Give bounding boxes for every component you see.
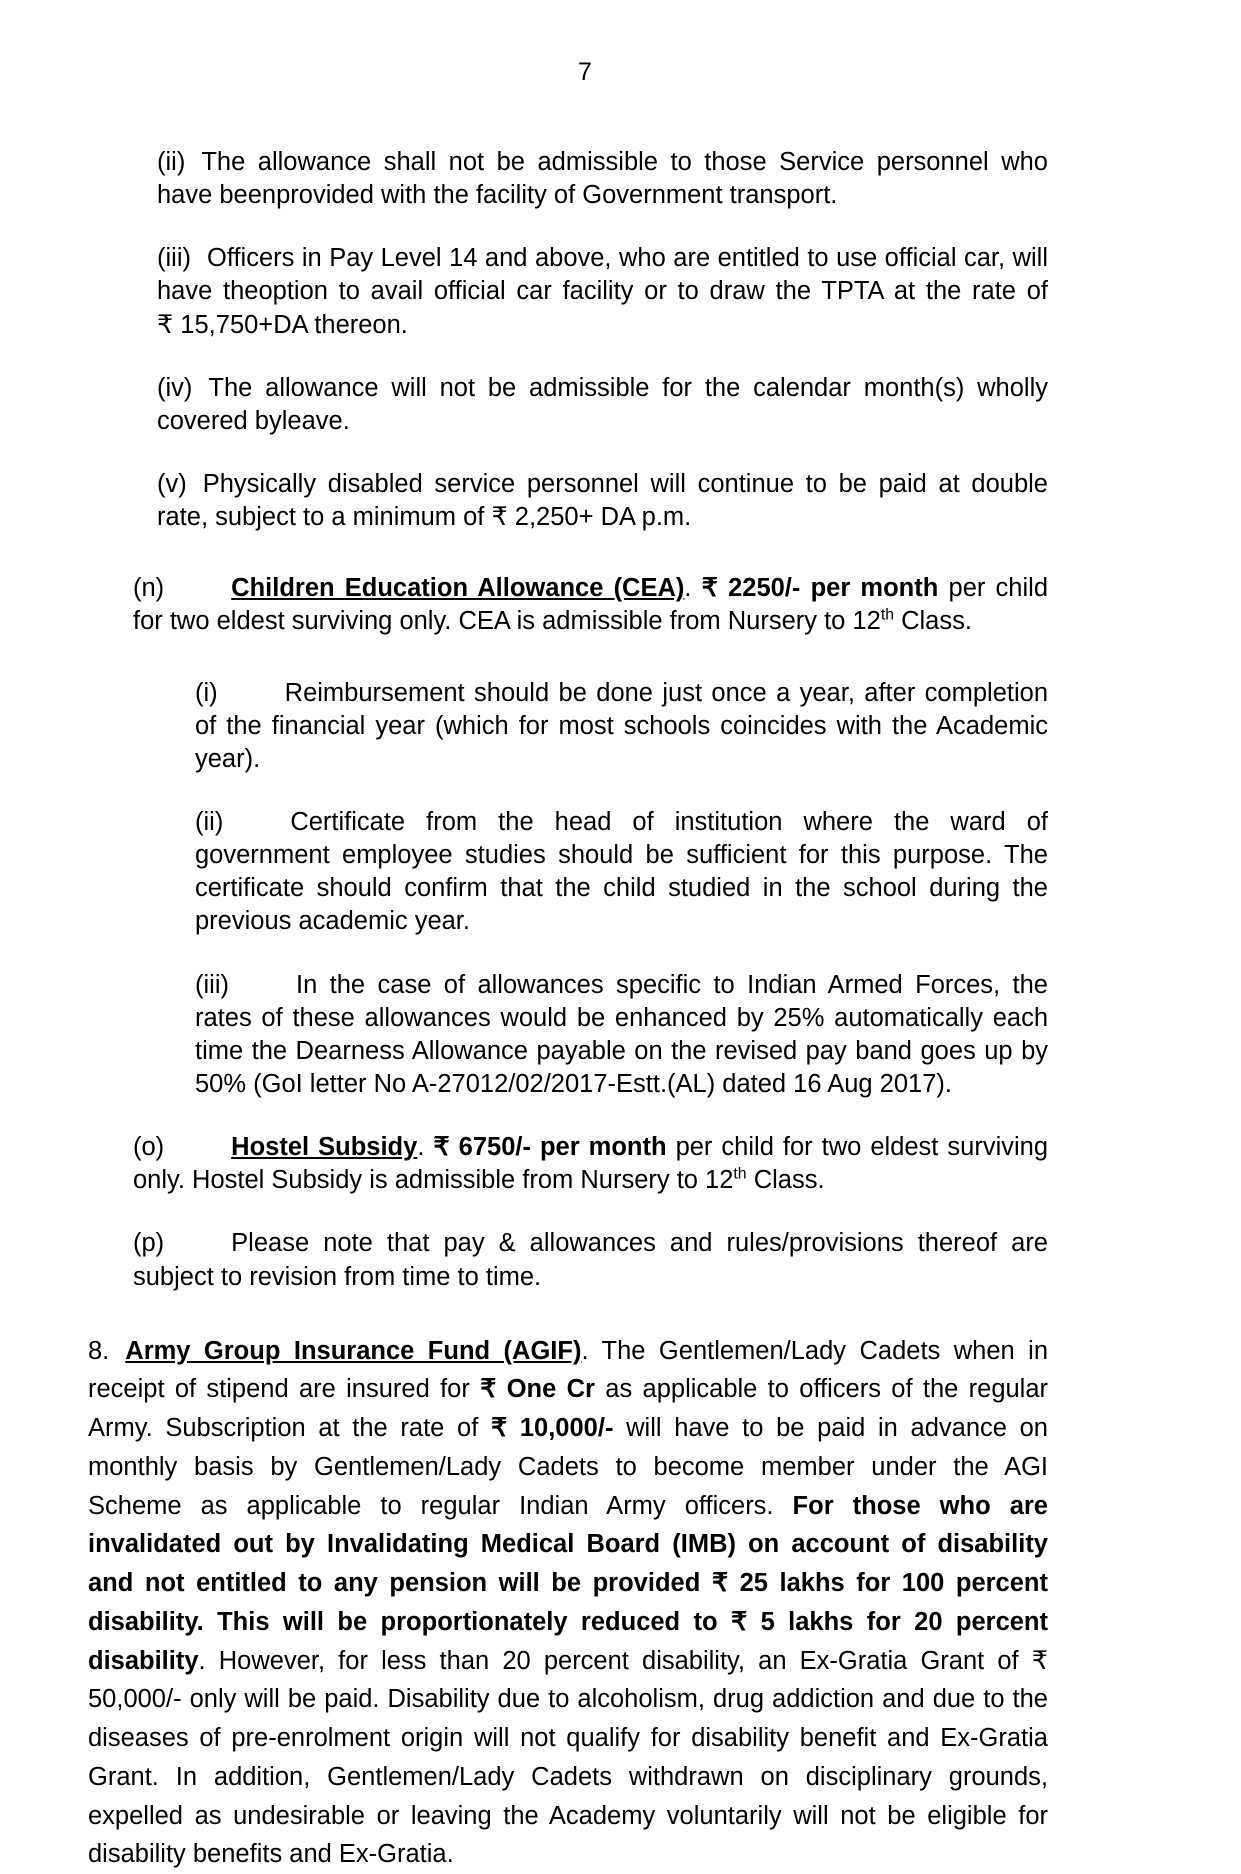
paragraph-n-iii [195,969,1048,1102]
spacer [88,438,1048,468]
spacer [88,342,1048,372]
paragraph-m-iv-marker: (iv) [157,373,193,402]
spacer [88,639,1048,677]
agif-subscription-amount: ₹ 10,000/- [490,1414,614,1443]
spacer [88,1101,1048,1131]
section-8-text-2: as applicable to officers of the regular Army. Subscription at the rate of [88,1375,1049,1443]
spacer [88,1197,1048,1227]
paragraph-n-ii-text: Certificate from the head of institution where the ward of government employee studies should be sufficient for this purpose. The certificate should confirm that the child studied in the school during the previous academic year. [195,807,1048,936]
paragraph-p-marker: (p) [133,1229,165,1258]
paragraph-m-v-text-a: Physically disabled service personnel will continue to be paid at double rate, subject to a minimum of [157,469,1048,532]
section-8-marker: 8. [88,1336,110,1365]
document-body [88,146,1048,1874]
spacer [88,776,1048,806]
paragraph-o-text-c: Class. [746,1166,825,1195]
cea-rate: ₹ 2250/- per month [701,574,939,603]
paragraph-m-ii-marker: (ii) [157,148,186,176]
spacer [88,939,1048,969]
paragraph-m-iv [157,372,1048,438]
paragraph-m-iii [157,242,1048,341]
spacer [88,1294,1048,1332]
paragraph-o-marker: (o) [133,1133,165,1162]
paragraph-n-ii [195,806,1048,939]
paragraph-n-i-marker: (i) [195,678,218,707]
minimum-rate-amount: ₹ 2,250+ DA p.m. [491,503,692,532]
hostel-subsidy-rate: ₹ 6750/- per month [433,1133,667,1162]
paragraph-n-iii-text: In the case of allowances specific to Indian Armed Forces, the rates of these allowances would be enhanced by 25% automatically each time the Dearness Allowance payable on the revised pay band goes up by 50% (GoI letter No A-27012/02/2017-Estt.(AL) dated 16 Aug 2017). [195,970,1048,1098]
paragraph-n-iii-marker: (iii) [195,970,229,999]
paragraph-n-i-text: Reimbursement should be done just once a year, after completion of the financial year (which for most schools coincides with the Academic year). [195,678,1048,773]
section-8-text-3: will have to be paid in advance on monthly basis by Gentlemen/Lady Cadets to become member under the AGI Scheme as applicable to regular Indian Army officers. [88,1414,1048,1520]
paragraph-m-iii-text-b: thereon. [307,310,408,339]
paragraph-p-revision-note [133,1227,1048,1293]
paragraph-m-ii-text: The allowance shall not be admissible to those Service personnel who have beenprovided with the facility of Government transport. [157,148,1048,210]
paragraph-n-i [195,677,1048,776]
paragraph-n-ii-marker: (ii) [195,807,224,836]
agif-title: Army Group Insurance Fund (AGIF) [125,1336,582,1365]
paragraph-p-text: Please note that pay & allowances and rules/provisions thereof are subject to revision from time to time. [133,1229,1048,1291]
paragraph-n-marker: (n) [133,574,165,603]
paragraph-n-text-b: per child for two eldest surviving only. CEA is admissible from Nursery to 12 [133,574,1048,636]
paragraph-o-text-b: per child for two eldest surviving only. Hostel Subsidy is admissible from Nursery to 12 [133,1133,1049,1195]
agif-insured-amount: ₹ One Cr [480,1375,595,1404]
paragraph-n-text-a: . [684,574,702,603]
hostel-class-ordinal-suffix: th [733,1165,747,1183]
cea-title: Children Education Allowance (CEA) [231,574,685,603]
paragraph-n-text-c: Class. [894,607,972,636]
paragraph-m-iii-marker: (iii) [157,244,191,273]
paragraph-m-iv-text: The allowance will not be admissible for the calendar month(s) wholly covered byleave. [157,373,1048,435]
paragraph-m-v [157,468,1048,534]
tpta-rate-amount: ₹ 15,750+DA [157,310,308,339]
paragraph-m-iii-text-a: Officers in Pay Level 14 and above, who are entitled to use official car, will have theoption to avail official car facility or to draw the TPTA at the rate of [157,244,1048,306]
agif-imb-disability-clause: For those who are invalidated out by Invalidating Medical Board (IMB) on account of disability and not entitled to any pension will be provided ₹ 25 lakhs for 100 percent disability. This will be proportionately reduced to ₹ 5 lakhs for 20 percent disability [88,1491,1048,1675]
spacer [88,534,1048,572]
hostel-subsidy-title: Hostel Subsidy [231,1133,418,1162]
paragraph-o-text-a: . [417,1133,434,1162]
section-8-agif [88,1332,1048,1874]
section-8-text-4: . However, for less than 20 percent disability, an Ex-Gratia Grant of ₹ 50,000/- only will be paid. Disability due to alcoholism, drug addiction and due to the diseases of pre-enrolment origin will not qualify for disability benefit and Ex-Gratia Grant. In addition, Gentlemen/Lady Cadets withdrawn on disciplinary grounds, expelled as undesirable or leaving the Academy voluntarily will not be eligible for disability benefits and Ex-Gratia. [88,1646,1048,1869]
paragraph-m-ii [157,146,1048,212]
cea-class-ordinal-suffix: th [880,606,894,624]
page-number: 7 [578,58,592,86]
spacer [88,212,1048,242]
section-8-text-1: . The Gentlemen/Lady Cadets when in receipt of stipend are insured for [88,1336,1049,1404]
paragraph-m-v-marker: (v) [157,469,187,498]
paragraph-n-cea [133,572,1048,638]
paragraph-o-hostel-subsidy [133,1131,1048,1197]
